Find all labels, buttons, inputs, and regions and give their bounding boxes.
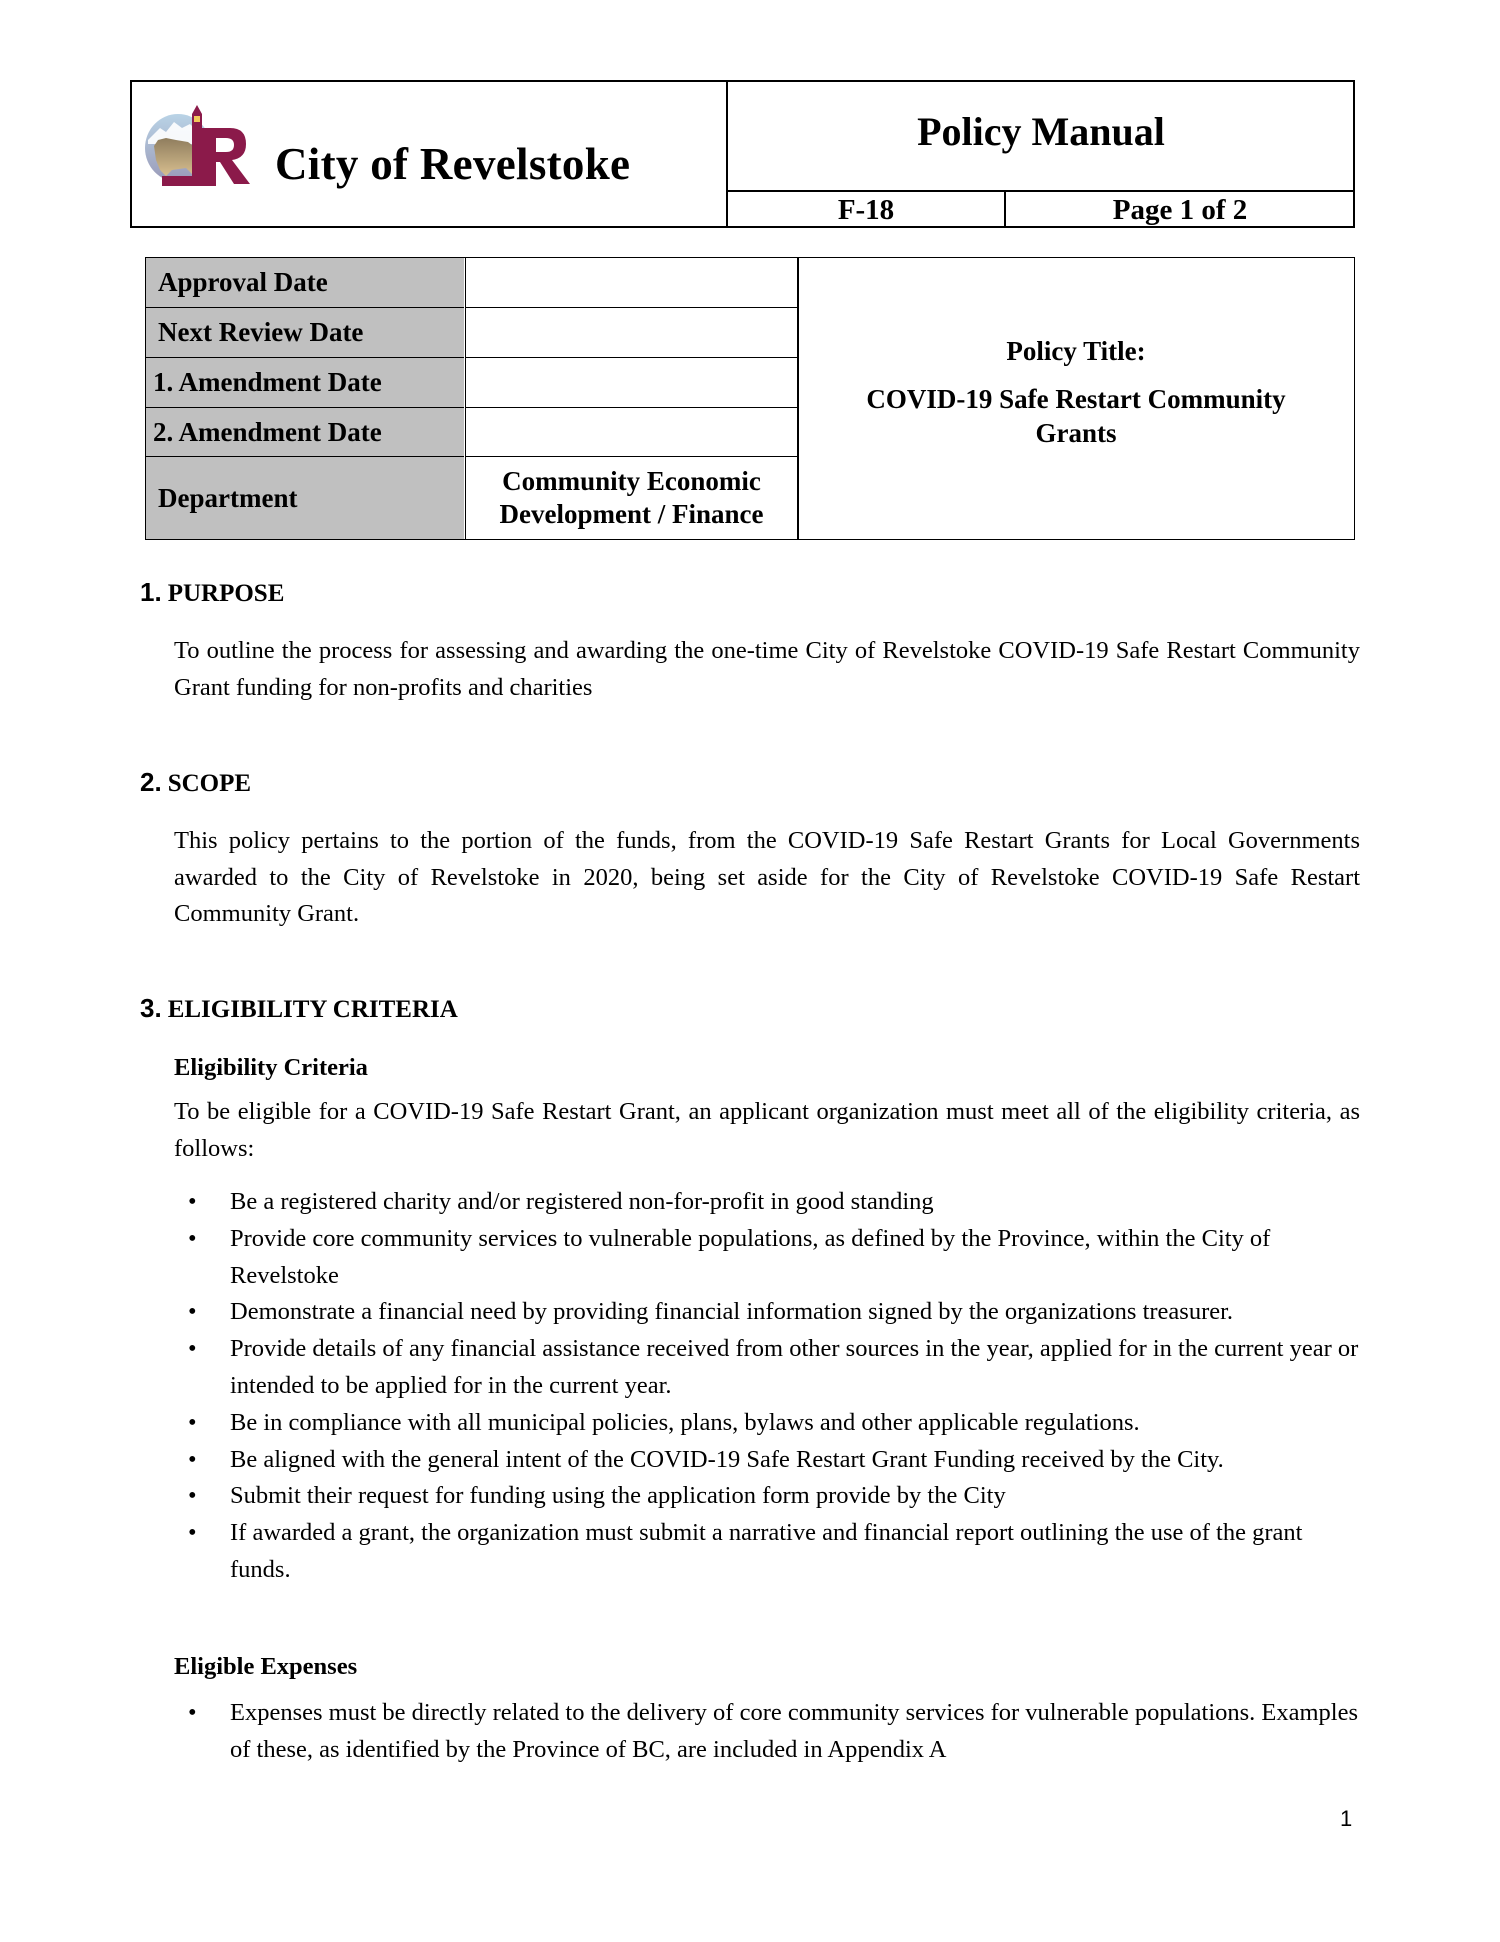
section-number: 1. [140,577,162,607]
subheading-eligible-expenses: Eligible Expenses [174,1653,358,1680]
label-amendment-date-1: 1. Amendment Date [146,358,464,408]
purpose-paragraph: To outline the process for assessing and awarding the one-time City of Revelstoke COVID-19 Safe Restart Community Grant funding for non-profits and charities [174,637,1360,701]
section-heading-scope [140,767,251,799]
document-type-title: Policy Manual [917,109,1165,154]
policy-title-label: Policy Title: [1006,335,1146,366]
page-indicator: Page 1 of 2 [1112,194,1248,226]
bullet-icon: • [188,1445,197,1473]
subheading-eligibility-criteria: Eligibility Criteria [174,1054,368,1081]
value-amendment-date-1 [465,358,797,408]
label-department: Department [146,457,464,539]
bullet-icon: • [188,1699,197,1726]
bullet-icon: • [188,1188,197,1215]
eligibility-bullet-list [174,1184,1360,1589]
policy-code: F-18 [837,194,895,226]
policy-title: COVID-19 Safe Restart Community Grants [866,383,1286,448]
scope-paragraph: This policy pertains to the portion of the funds, from the COVID-19 Safe Restart Grants for Local Governments awarded to the City of Revelstoke in 2020, being set aside for the City of Revelstoke COVID-19 Safe Restart Community Grant. [174,827,1360,927]
section-title: SCOPE [167,770,252,797]
list-item: • Provide core community services to vulnerable populations, as defined by the Province, within the City of Revelstoke [174,1221,1360,1295]
list-item: • If awarded a grant, the organization must submit a narrative and financial report outlining the use of the grant funds. [174,1515,1360,1589]
policy-title-cell [798,258,1354,539]
bullet-icon: • [188,1519,197,1547]
expenses-bullet-list [174,1695,1360,1769]
value-amendment-date-2 [465,408,797,457]
list-item: • Submit their request for funding using the application form provide by the City [174,1478,1360,1515]
list-item: • Demonstrate a financial need by providing financial information signed by the organizations treasurer. [174,1294,1360,1331]
city-logo-icon [142,104,254,192]
section-heading-purpose [140,577,284,609]
section-number: 2. [140,767,162,797]
list-item: • Be aligned with the general intent of the COVID-19 Safe Restart Grant Funding received by the City. [174,1442,1360,1479]
bullet-icon: • [188,1482,197,1510]
eligibility-intro: To be eligible for a COVID-19 Safe Restart Grant, an applicant organization must meet all of the eligibility criteria, as follows: [174,1098,1360,1162]
section-number: 3. [140,993,162,1023]
page-number: 1 [1340,1806,1353,1831]
section-title: PURPOSE [167,580,285,607]
value-next-review-date [465,308,797,358]
value-department: Community Economic Development / Finance [465,457,797,539]
section-heading-eligibility [140,993,458,1025]
bullet-icon: • [188,1298,197,1326]
bullet-icon: • [188,1408,197,1436]
bullet-icon: • [188,1335,197,1363]
organization-name: City of Revelstoke [275,139,631,189]
list-item: • Be in compliance with all municipal policies, plans, bylaws and other applicable regulations. [174,1405,1360,1442]
value-approval-date [465,258,797,308]
list-item: • Expenses must be directly related to the delivery of core community services for vulnerable populations. Examples of these, as identified by the Province of BC, are included in Appendix A [174,1695,1360,1769]
label-next-review-date: Next Review Date [146,308,464,358]
label-amendment-date-2: 2. Amendment Date [146,408,464,457]
header-row-divider [727,190,1355,192]
section-title: ELIGIBILITY CRITERIA [167,996,458,1023]
bullet-icon: • [188,1224,197,1252]
list-item: • Provide details of any financial assistance received from other sources in the year, applied for in the current year or intended to be applied for in the current year. [174,1331,1360,1405]
label-approval-date: Approval Date [146,258,464,308]
list-item: • Be a registered charity and/or registered non-for-profit in good standing [174,1184,1360,1221]
